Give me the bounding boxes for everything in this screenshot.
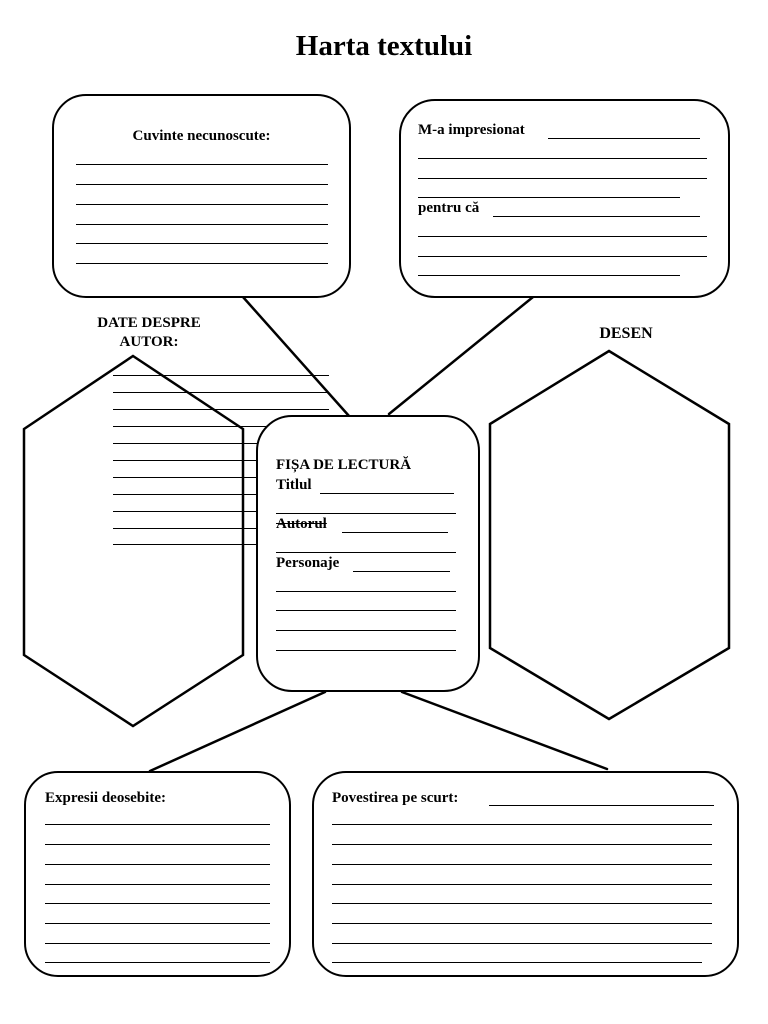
author-data-label-2: AUTOR:: [119, 334, 179, 350]
writing-line[interactable]: [76, 263, 328, 264]
writing-line[interactable]: [45, 903, 270, 904]
writing-line[interactable]: [320, 493, 454, 494]
writing-line[interactable]: [332, 824, 712, 825]
page-title: Harta textului: [295, 30, 473, 62]
writing-line[interactable]: [45, 962, 270, 963]
author-hexagon: [24, 356, 243, 726]
writing-line[interactable]: [332, 923, 712, 924]
because-label: pentru că: [418, 200, 480, 216]
connector-summary: [402, 692, 607, 769]
writing-line[interactable]: [353, 571, 450, 572]
writing-line[interactable]: [418, 236, 707, 237]
writing-line[interactable]: [332, 962, 702, 963]
unknown-words-label: Cuvinte necunoscute:: [132, 128, 271, 144]
writing-line[interactable]: [113, 392, 329, 393]
drawing-label: DESEN: [599, 325, 653, 342]
writing-line[interactable]: [418, 158, 707, 159]
unknown-words-box: [52, 94, 351, 298]
connector-expressions: [150, 692, 325, 771]
writing-line[interactable]: [45, 923, 270, 924]
writing-line[interactable]: [332, 884, 712, 885]
writing-line[interactable]: [76, 224, 328, 225]
writing-line[interactable]: [276, 650, 456, 651]
writing-line[interactable]: [113, 409, 329, 410]
writing-line[interactable]: [45, 943, 270, 944]
writing-line[interactable]: [45, 824, 270, 825]
writing-line[interactable]: [113, 375, 329, 376]
impressed-label: M-a impresionat: [418, 122, 525, 138]
writing-line[interactable]: [276, 591, 456, 592]
writing-line[interactable]: [548, 138, 700, 139]
writing-line[interactable]: [493, 216, 700, 217]
writing-line[interactable]: [332, 864, 712, 865]
writing-line[interactable]: [45, 844, 270, 845]
writing-line[interactable]: [418, 197, 680, 198]
connector-unknown-words: [243, 297, 349, 416]
writing-line[interactable]: [45, 884, 270, 885]
book-author-label: Autorul: [276, 516, 327, 532]
writing-line[interactable]: [276, 552, 456, 553]
connector-impressed: [389, 297, 533, 414]
writing-line[interactable]: [418, 256, 707, 257]
writing-line[interactable]: [332, 903, 712, 904]
writing-line[interactable]: [418, 275, 680, 276]
characters-label: Personaje: [276, 555, 340, 571]
writing-line[interactable]: [332, 844, 712, 845]
writing-line[interactable]: [418, 178, 707, 179]
expressions-label: Expresii deosebite:: [45, 790, 166, 806]
writing-line[interactable]: [342, 532, 448, 533]
writing-line[interactable]: [76, 184, 328, 185]
writing-line[interactable]: [276, 630, 456, 631]
author-data-label-1: DATE DESPRE: [97, 315, 201, 331]
drawing-hexagon: [490, 351, 729, 719]
writing-line[interactable]: [276, 610, 456, 611]
book-title-label: Titlul: [276, 477, 312, 493]
reading-sheet-heading: FIȘA DE LECTURĂ: [276, 457, 412, 473]
writing-line[interactable]: [76, 243, 328, 244]
writing-line[interactable]: [489, 805, 714, 806]
writing-line[interactable]: [76, 164, 328, 165]
writing-line[interactable]: [76, 204, 328, 205]
writing-line[interactable]: [332, 943, 712, 944]
summary-label: Povestirea pe scurt:: [332, 790, 459, 806]
writing-line[interactable]: [276, 513, 456, 514]
writing-line[interactable]: [45, 864, 270, 865]
